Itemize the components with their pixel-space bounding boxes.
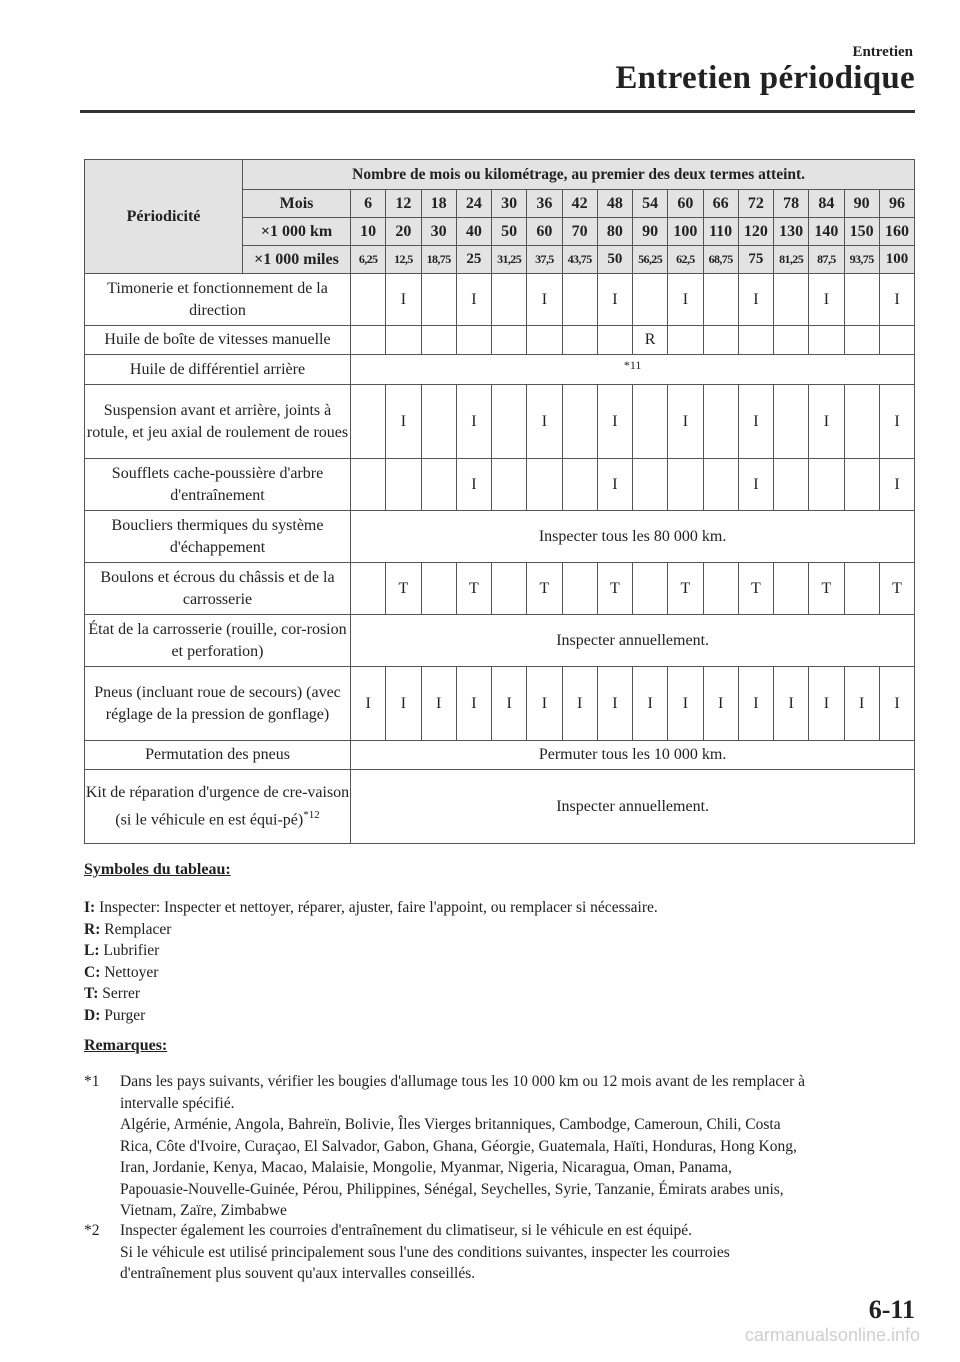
schedule-cell (703, 326, 738, 355)
item-label-text: Permutation des pneus (145, 746, 290, 763)
miles-cell: 93,75 (844, 246, 879, 274)
schedule-cell (351, 326, 386, 355)
symbol-key: L: (84, 942, 100, 959)
months-cell: 48 (597, 190, 632, 218)
months-cell: 60 (668, 190, 703, 218)
schedule-cell (492, 274, 527, 326)
schedule-cell: I (844, 667, 879, 741)
schedule-cell: I (633, 667, 668, 741)
schedule-cell (633, 563, 668, 615)
schedule-cell (668, 459, 703, 511)
remark-number: *2 (84, 1222, 100, 1239)
item-label-text: État de la carrosserie (rouille, cor-rosion et perforation) (88, 620, 347, 660)
schedule-cell: I (597, 459, 632, 511)
symbol-text: Purger (100, 1006, 146, 1024)
remark-line: Inspecter également les courroies d'entraînement du climatiseur, si le véhicule en est équipé. (120, 1222, 693, 1239)
months-cell: 96 (879, 190, 914, 218)
schedule-cell: I (738, 385, 773, 459)
item-label (85, 326, 351, 355)
symbol-item (84, 1005, 658, 1027)
months-cell: 12 (386, 190, 421, 218)
watermark: carmanualsonline.info (744, 1325, 920, 1345)
schedule-cell: I (562, 667, 597, 741)
item-label-text: Soufflets cache-poussière d'arbre d'entraînement (111, 464, 324, 504)
item-label (85, 459, 351, 511)
symbol-key: I: (84, 899, 96, 916)
symbol-item (84, 983, 658, 1005)
miles-cell: 6,25 (351, 246, 386, 274)
remark-note (84, 1071, 920, 1222)
months-cell: 72 (738, 190, 773, 218)
km-cell: 60 (527, 218, 562, 246)
schedule-cell: I (597, 274, 632, 326)
item-label-text: Boulons et écrous du châssis et de la carrosserie (100, 568, 335, 608)
schedule-cell (633, 385, 668, 459)
schedule-cell (703, 274, 738, 326)
schedule-cell (703, 459, 738, 511)
schedule-cell: I (738, 667, 773, 741)
months-cell: 30 (492, 190, 527, 218)
schedule-cell: T (809, 563, 844, 615)
schedule-cell (774, 459, 809, 511)
item-label-text: Suspension avant et arrière, joints à rotule, et jeu axial de roulement de roues (86, 401, 349, 441)
miles-cell: 56,25 (633, 246, 668, 274)
schedule-cell (351, 563, 386, 615)
schedule-cell (633, 459, 668, 511)
schedule-cell: I (597, 385, 632, 459)
schedule-cell: I (597, 667, 632, 741)
symbols-list (84, 897, 658, 1026)
km-cell: 80 (597, 218, 632, 246)
schedule-cell: T (456, 563, 491, 615)
schedule-cell (844, 459, 879, 511)
km-cell: 40 (456, 218, 491, 246)
km-cell: 20 (386, 218, 421, 246)
schedule-cell: I (386, 667, 421, 741)
symbol-text: Lubrifier (99, 942, 160, 959)
schedule-cell (809, 459, 844, 511)
span-cell: Inspecter tous les 80 000 km. (351, 511, 915, 563)
schedule-cell (421, 274, 456, 326)
item-label-text: Huile de différentiel arrière (129, 360, 306, 378)
schedule-cell: T (386, 563, 421, 615)
schedule-cell: I (421, 667, 456, 741)
symbol-text: Serrer (98, 985, 141, 1002)
item-footnote-ref: *12 (303, 808, 320, 821)
table-row (85, 615, 915, 667)
schedule-cell (492, 326, 527, 355)
km-cell: 50 (492, 218, 527, 246)
schedule-cell (527, 459, 562, 511)
schedule-cell: I (456, 385, 491, 459)
schedule-cell (703, 385, 738, 459)
remark-line: Si le véhicule est utilisé principalement sous l'une des conditions suivantes, inspecter les courroies (120, 1243, 730, 1261)
schedule-cell: I (456, 274, 491, 326)
miles-cell: 50 (597, 246, 632, 274)
span-cell: Inspecter annuellement. (351, 770, 915, 844)
schedule-cell: I (738, 274, 773, 326)
remark-line: intervalle spécifié. (120, 1094, 235, 1112)
schedule-cell (844, 385, 879, 459)
schedule-cell: I (809, 274, 844, 326)
schedule-cell (774, 563, 809, 615)
item-label-text: Huile de boîte de vitesses manuelle (104, 331, 331, 348)
schedule-cell (879, 326, 914, 355)
schedule-cell: I (738, 459, 773, 511)
table-row (85, 459, 915, 511)
schedule-cell (351, 274, 386, 326)
item-label (85, 667, 351, 741)
schedule-cell (597, 326, 632, 355)
item-label (85, 355, 351, 385)
km-cell: 130 (774, 218, 809, 246)
schedule-cell (351, 385, 386, 459)
km-cell: 150 (844, 218, 879, 246)
remark-line: Vietnam, Zaïre, Zimbabwe (120, 1202, 287, 1219)
periodicity-header: Périodicité (85, 160, 243, 274)
miles-cell: 100 (879, 246, 914, 274)
table-row (85, 274, 915, 326)
schedule-cell (421, 563, 456, 615)
miles-cell: 31,25 (492, 246, 527, 274)
miles-cell: 18,75 (421, 246, 456, 274)
schedule-cell (421, 326, 456, 355)
remark-line: Dans les pays suivants, vérifier les bougies d'allumage tous les 10 000 km ou 12 mois avant de les remplacer à (120, 1073, 806, 1090)
months-cell: 36 (527, 190, 562, 218)
symbols-title: Symboles du tableau: (84, 861, 231, 878)
schedule-cell (351, 459, 386, 511)
km-row-label: ×1 000 km (243, 218, 351, 246)
symbol-item (84, 919, 658, 941)
item-label-text: Boucliers thermiques du système d'échappement (111, 516, 324, 556)
schedule-cell (562, 274, 597, 326)
schedule-cell (809, 326, 844, 355)
remark-line: Algérie, Arménie, Angola, Bahreïn, Bolivie, Îles Vierges britanniques, Cambodge, Cameroun, Chili, Costa (120, 1116, 781, 1133)
symbol-item (84, 940, 658, 962)
symbol-key: D: (84, 1006, 101, 1024)
header-rule (80, 110, 915, 113)
schedule-cell (703, 563, 738, 615)
months-cell: 18 (421, 190, 456, 218)
schedule-cell: I (527, 274, 562, 326)
schedule-cell: I (879, 385, 914, 459)
km-cell: 10 (351, 218, 386, 246)
schedule-cell: I (527, 667, 562, 741)
span-cell: *11 (351, 355, 915, 385)
item-label (85, 770, 351, 844)
schedule-cell: T (527, 563, 562, 615)
months-cell: 6 (351, 190, 386, 218)
schedule-cell (774, 274, 809, 326)
remarks-title: Remarques: (84, 1037, 168, 1054)
schedule-cell: I (879, 667, 914, 741)
symbol-item (84, 962, 658, 984)
item-label (85, 511, 351, 563)
schedule-cell: I (879, 274, 914, 326)
schedule-cell: T (738, 563, 773, 615)
schedule-cell (562, 459, 597, 511)
schedule-cell (562, 563, 597, 615)
table-row (85, 326, 915, 355)
maintenance-schedule-table (84, 159, 915, 844)
section-name: Entretien (852, 44, 913, 60)
months-cell: 42 (562, 190, 597, 218)
remark-line: Iran, Jordanie, Kenya, Macao, Malaisie, Mongolie, Myanmar, Nigeria, Nicaragua, Oman, Panama, (120, 1159, 732, 1176)
schedule-cell (562, 326, 597, 355)
remark-line: Papouasie-Nouvelle-Guinée, Pérou, Philippines, Sénégal, Seychelles, Syrie, Tanzanie, Émirats arabes unis, (120, 1180, 784, 1198)
months-cell: 90 (844, 190, 879, 218)
table-row (85, 563, 915, 615)
schedule-cell (527, 326, 562, 355)
schedule-cell: T (668, 563, 703, 615)
months-cell: 24 (456, 190, 491, 218)
schedule-cell: I (668, 667, 703, 741)
item-label-text: Timonerie et fonctionnement de la direction (107, 279, 328, 319)
schedule-cell (492, 459, 527, 511)
km-cell: 120 (738, 218, 773, 246)
item-label-text: Pneus (incluant roue de secours) (avec réglage de la pression de gonflage) (94, 683, 341, 723)
table-row (85, 385, 915, 459)
schedule-cell: I (668, 385, 703, 459)
schedule-cell: I (386, 274, 421, 326)
remark-number: *1 (84, 1073, 100, 1090)
schedule-cell (421, 459, 456, 511)
item-label (85, 385, 351, 459)
miles-cell: 25 (456, 246, 491, 274)
schedule-cell: R (633, 326, 668, 355)
symbol-key: R: (84, 920, 101, 938)
schedule-cell (421, 385, 456, 459)
schedule-cell: I (351, 667, 386, 741)
schedule-cell (456, 326, 491, 355)
item-label (85, 274, 351, 326)
table-row (85, 667, 915, 741)
symbol-text: Remplacer (100, 920, 172, 938)
schedule-cell: I (456, 459, 491, 511)
months-cell: 78 (774, 190, 809, 218)
km-cell: 140 (809, 218, 844, 246)
schedule-cell: I (527, 385, 562, 459)
table-row (85, 770, 915, 844)
schedule-cell: I (809, 667, 844, 741)
remark-line: d'entraînement plus souvent qu'aux intervalles conseillés. (120, 1265, 476, 1282)
item-label (85, 741, 351, 770)
page-title: Entretien périodique (615, 60, 915, 96)
miles-cell: 68,75 (703, 246, 738, 274)
km-cell: 70 (562, 218, 597, 246)
remark-line: Rica, Côte d'Ivoire, Curaçao, El Salvador, Gabon, Ghana, Géorgie, Guatemala, Haïti, Honduras, Hong Kong, (120, 1137, 797, 1155)
symbol-text: Nettoyer (100, 963, 159, 981)
span-cell: Inspecter annuellement. (351, 615, 915, 667)
schedule-cell (562, 385, 597, 459)
miles-row-label: ×1 000 miles (243, 246, 351, 274)
page-number: 6-11 (868, 1295, 915, 1324)
schedule-cell (774, 326, 809, 355)
table-row (85, 355, 915, 385)
span-cell: Permuter tous les 10 000 km. (351, 741, 915, 770)
km-cell: 30 (421, 218, 456, 246)
interval-heading: Nombre de mois ou kilométrage, au premier des deux termes atteint. (243, 160, 915, 190)
symbol-key: T: (84, 985, 99, 1002)
schedule-cell (492, 563, 527, 615)
miles-cell: 37,5 (527, 246, 562, 274)
schedule-cell: I (809, 385, 844, 459)
schedule-cell: T (597, 563, 632, 615)
schedule-cell (844, 326, 879, 355)
months-cell: 54 (633, 190, 668, 218)
km-cell: 160 (879, 218, 914, 246)
schedule-cell: I (456, 667, 491, 741)
schedule-cell: I (668, 274, 703, 326)
schedule-cell: I (386, 385, 421, 459)
item-label (85, 563, 351, 615)
remark-note (84, 1220, 920, 1285)
schedule-cell (386, 459, 421, 511)
item-label (85, 615, 351, 667)
schedule-cell (633, 274, 668, 326)
km-cell: 110 (703, 218, 738, 246)
miles-cell: 75 (738, 246, 773, 274)
months-cell: 84 (809, 190, 844, 218)
miles-cell: 87,5 (809, 246, 844, 274)
symbol-key: C: (84, 963, 101, 981)
schedule-cell: I (879, 459, 914, 511)
schedule-cell (386, 326, 421, 355)
months-cell: 66 (703, 190, 738, 218)
schedule-cell (668, 326, 703, 355)
schedule-cell: T (879, 563, 914, 615)
schedule-cell (844, 274, 879, 326)
months-row-label: Mois (243, 190, 351, 218)
schedule-cell: I (703, 667, 738, 741)
miles-cell: 62,5 (668, 246, 703, 274)
item-label-text: Kit de réparation d'urgence de cre-vaison (si le véhicule en est équi-pé) (85, 783, 350, 829)
km-cell: 90 (633, 218, 668, 246)
symbol-item (84, 897, 658, 919)
table-row (85, 741, 915, 770)
schedule-cell (738, 326, 773, 355)
schedule-cell (774, 385, 809, 459)
schedule-cell (492, 385, 527, 459)
schedule-cell (844, 563, 879, 615)
symbol-text: Inspecter: Inspecter et nettoyer, réparer, ajuster, faire l'appoint, ou remplacer si nécessaire. (95, 899, 658, 916)
table-row (85, 511, 915, 563)
miles-cell: 81,25 (774, 246, 809, 274)
schedule-cell: I (492, 667, 527, 741)
km-cell: 100 (668, 218, 703, 246)
miles-cell: 12,5 (386, 246, 421, 274)
schedule-cell: I (774, 667, 809, 741)
miles-cell: 43,75 (562, 246, 597, 274)
